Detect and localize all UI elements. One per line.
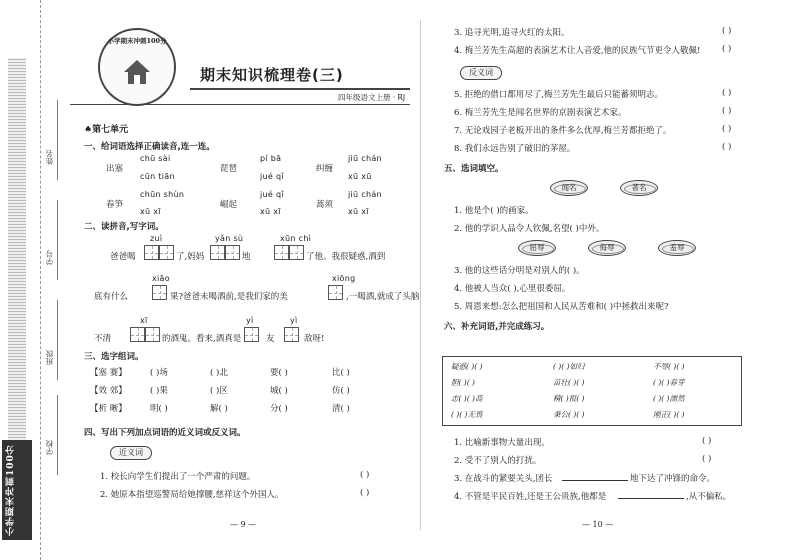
sentence-text: ,一喝酒,就成了头脑 xyxy=(346,292,420,302)
section-4-title: 四、写出下列加点词语的近义词或反义词。 xyxy=(84,428,246,438)
pinyin: xū xī xyxy=(140,207,161,216)
answer-blank[interactable]: ( ) xyxy=(722,124,732,134)
question-text: 4. 梅兰芳先生高超的表演艺术让人音爱,他的民族气节更令人敬佩! xyxy=(454,46,701,56)
answer-blank[interactable]: ( ) xyxy=(722,26,732,36)
fill-item: 比( ) xyxy=(332,368,350,378)
word: 蒿须 xyxy=(316,200,334,210)
answer-blank[interactable]: ( ) xyxy=(360,470,370,480)
subtitle: 四年级语文上册 · RJ xyxy=(338,93,406,102)
writing-box[interactable] xyxy=(144,245,159,260)
word-leaf: 侮辱 xyxy=(588,240,626,256)
writing-box[interactable] xyxy=(130,327,145,342)
pinyin: chū sài xyxy=(140,154,171,163)
word-leaf: 羞辱 xyxy=(658,240,696,256)
writing-box[interactable] xyxy=(145,327,160,342)
pinyin: jué qǐ xyxy=(260,172,284,181)
page-divider xyxy=(420,20,421,530)
section-2-title: 二、读拼音,写字词。 xyxy=(84,222,164,232)
logo xyxy=(98,28,176,106)
fill-item: 要( ) xyxy=(270,368,288,378)
sentence-text: 敌呀! xyxy=(304,334,325,344)
answer-line[interactable] xyxy=(562,480,628,481)
logo-text: 小学期末冲刺100分 xyxy=(107,37,167,45)
idiom-grid xyxy=(442,356,742,426)
page-number: — 10 — xyxy=(582,520,614,529)
grid-cell[interactable]: 秉公( )( ) xyxy=(553,410,585,419)
word: 崛起 xyxy=(220,200,238,210)
field-school-label: 学校 xyxy=(45,440,54,455)
sentence-text: 友 xyxy=(266,334,275,344)
antonym-cloud: 反义词 xyxy=(460,66,502,80)
pinyin: zuì xyxy=(150,234,163,243)
field-name-line xyxy=(57,100,58,180)
question-text: 5. 拒绝的借口都用尽了,梅兰芳先生最后只能蓄须明志。 xyxy=(454,90,664,100)
word: 出塞 xyxy=(106,164,124,174)
field-id-label: 学号 xyxy=(45,250,54,265)
sentence-text: 了,妈妈 xyxy=(176,252,205,262)
grid-cell[interactable]: ( )( )无畏 xyxy=(451,410,483,419)
section-5-title: 五、选词填空。 xyxy=(444,164,504,174)
page-number: — 9 — xyxy=(230,520,257,529)
word: 春笋 xyxy=(106,200,124,210)
sentence-text: 不清 xyxy=(94,334,112,344)
writing-box[interactable] xyxy=(274,245,289,260)
question-text: 2. 他的学识人品令人钦佩,名望( )中外。 xyxy=(454,224,605,234)
writing-box[interactable] xyxy=(244,327,259,342)
pinyin: cūn tiān xyxy=(140,172,175,181)
pinyin: yì xyxy=(246,316,254,325)
question-text: 8. 我们永远告别了破旧的茅屋。 xyxy=(454,144,576,154)
house-icon xyxy=(122,58,152,86)
answer-blank[interactable]: ( ) xyxy=(702,454,712,464)
section-6-title: 六、补充词语,并完成练习。 xyxy=(444,322,550,332)
answer-blank[interactable]: ( ) xyxy=(360,488,370,498)
writing-box[interactable] xyxy=(159,245,174,260)
writing-box[interactable] xyxy=(152,285,167,300)
writing-box[interactable] xyxy=(289,245,304,260)
question-text: 3. 追寻光明,追寻火红的太阳。 xyxy=(454,28,570,38)
pinyin: chūn shùn xyxy=(140,190,185,199)
grid-cell[interactable]: 胆( )( ) xyxy=(451,378,475,387)
grid-cell[interactable]: 刚正( )( ) xyxy=(653,410,685,419)
answer-blank[interactable]: ( ) xyxy=(722,106,732,116)
char-pair: 【塞 赛】 xyxy=(90,368,127,378)
pinyin: jué qǐ xyxy=(260,190,284,199)
fill-item: 明( ) xyxy=(150,404,168,414)
word-leaf: 屈辱 xyxy=(518,240,556,256)
sentence-text: 果?爸爸未喝酒前,是我们家的美 xyxy=(170,292,288,302)
field-class-label: 班级 xyxy=(45,350,54,365)
spade-icon: ♠ xyxy=(84,125,93,135)
question-text: 6. 梅兰芳先生是闻名世界的京剧表演艺术家。 xyxy=(454,108,627,118)
fill-item: 仿( ) xyxy=(332,386,350,396)
word-leaf: 闻名 xyxy=(550,180,588,196)
answer-blank[interactable]: ( ) xyxy=(722,142,732,152)
synonym-cloud: 近义词 xyxy=(110,446,152,460)
pinyin: xūn chì xyxy=(280,234,312,243)
pinyin: xiāo xyxy=(152,274,170,283)
char-pair: 【效 郊】 xyxy=(90,386,127,396)
sentence-text: 的酒鬼。看来,酒真是 xyxy=(162,334,242,344)
pinyin: xū xū xyxy=(348,172,372,181)
fill-item: ( )北 xyxy=(210,368,228,378)
grid-cell[interactable]: 不辱( )( ) xyxy=(653,362,685,371)
pinyin: xiōng xyxy=(332,274,356,283)
right-page xyxy=(432,0,772,560)
pinyin: xū xī xyxy=(260,207,281,216)
pinyin: yì xyxy=(290,316,298,325)
question-text: 3. 在战斗的紧要关头,团长 xyxy=(454,474,553,484)
writing-box[interactable] xyxy=(225,245,240,260)
grid-cell[interactable]: 疑惑( )( ) xyxy=(451,362,483,371)
binding-strip xyxy=(0,0,62,560)
grid-cell[interactable]: 精( )报( ) xyxy=(553,394,585,403)
question-text: 4. 他被人当众( ),心里很委屈。 xyxy=(454,284,571,294)
word: 琵琶 xyxy=(220,164,238,174)
writing-box[interactable] xyxy=(284,327,299,342)
pinyin: jiū chán xyxy=(348,154,382,163)
sentence-text: 了他。我很疑惑,酒到 xyxy=(306,252,386,262)
question-text: 2. 受不了别人的打扰。 xyxy=(454,456,542,466)
unit-heading: ♠第七单元 xyxy=(84,125,129,135)
answer-line[interactable] xyxy=(618,498,684,499)
left-page xyxy=(70,0,420,560)
fill-item: ( )区 xyxy=(210,386,228,396)
field-id-line xyxy=(57,200,58,280)
question-text: 4. 不管是平民百姓,还是王公贵族,他都是 xyxy=(454,492,607,502)
fill-item: 解( ) xyxy=(210,404,228,414)
fill-item: 清( ) xyxy=(332,404,350,414)
writing-box[interactable] xyxy=(328,285,343,300)
pinyin: xū xī xyxy=(348,207,369,216)
fill-item: ( )果 xyxy=(150,386,168,396)
question-text: 2. 她原本指望巡警局给她撑腰,慈祥这个外国人。 xyxy=(100,490,284,500)
header-rule xyxy=(190,88,410,90)
grid-cell[interactable]: 志( )( )高 xyxy=(451,394,483,403)
pinyin: yǎn sù xyxy=(215,234,244,243)
cut-line xyxy=(40,0,41,560)
grid-cell[interactable]: ( )( )漂然 xyxy=(653,394,685,403)
field-school-line xyxy=(57,395,58,475)
pinyin: jiū chán xyxy=(348,190,382,199)
fill-item: 分( ) xyxy=(270,404,288,414)
question-text: 7. 无论戏园子老板开出的条件多么优厚,梅兰芳都拒绝了。 xyxy=(454,126,672,136)
field-name-label: 姓名 xyxy=(45,150,54,165)
page-title: 期末知识梳理卷(三) xyxy=(200,66,344,84)
sentence-text: 爸爸喝 xyxy=(110,252,136,262)
sentence-text: 地 xyxy=(242,252,251,262)
answer-blank[interactable]: ( ) xyxy=(702,436,712,446)
grid-cell[interactable]: ( )( )春芽 xyxy=(653,378,685,387)
grid-cell[interactable]: ( )( )如归 xyxy=(553,362,585,371)
brand-vertical: 小学期末冲刺100分 xyxy=(2,440,32,540)
question-text: 1. 他是个( )的画家。 xyxy=(454,206,534,216)
fill-item: ( )场 xyxy=(150,368,168,378)
section-3-title: 三、选字组词。 xyxy=(84,352,144,362)
section-1-title: 一、给词语选择正确读音,连一连。 xyxy=(84,142,215,152)
word: 纠缠 xyxy=(316,164,334,174)
question-text: 1. 校长向学生们提出了一个严肃的问题。 xyxy=(100,472,256,482)
question-text: 3. 他的这些话分明是对别人的( )。 xyxy=(454,266,585,276)
question-text: 5. 周恩来想:怎么把祖国和人民从苦难和( )中拯救出来呢? xyxy=(454,302,669,312)
sentence-text: 底有什么 xyxy=(94,292,129,302)
pinyin: xī xyxy=(140,316,148,325)
field-class-line xyxy=(57,300,58,380)
question-text: ,从不偏私。 xyxy=(686,492,732,502)
word-leaf: 著名 xyxy=(620,180,658,196)
writing-box[interactable] xyxy=(210,245,225,260)
pinyin: pí bā xyxy=(260,154,282,163)
question-text: 1. 比喻新事物大量出现。 xyxy=(454,438,550,448)
answer-blank[interactable]: ( ) xyxy=(722,88,732,98)
subtitle-rule xyxy=(70,104,410,105)
fill-item: 城( ) xyxy=(270,386,288,396)
grid-cell[interactable]: 苗壮( )( ) xyxy=(553,378,585,387)
char-pair: 【析 晰】 xyxy=(90,404,127,414)
question-text: 地下达了冲锋的命令。 xyxy=(630,474,716,484)
answer-blank[interactable]: ( ) xyxy=(722,44,732,54)
